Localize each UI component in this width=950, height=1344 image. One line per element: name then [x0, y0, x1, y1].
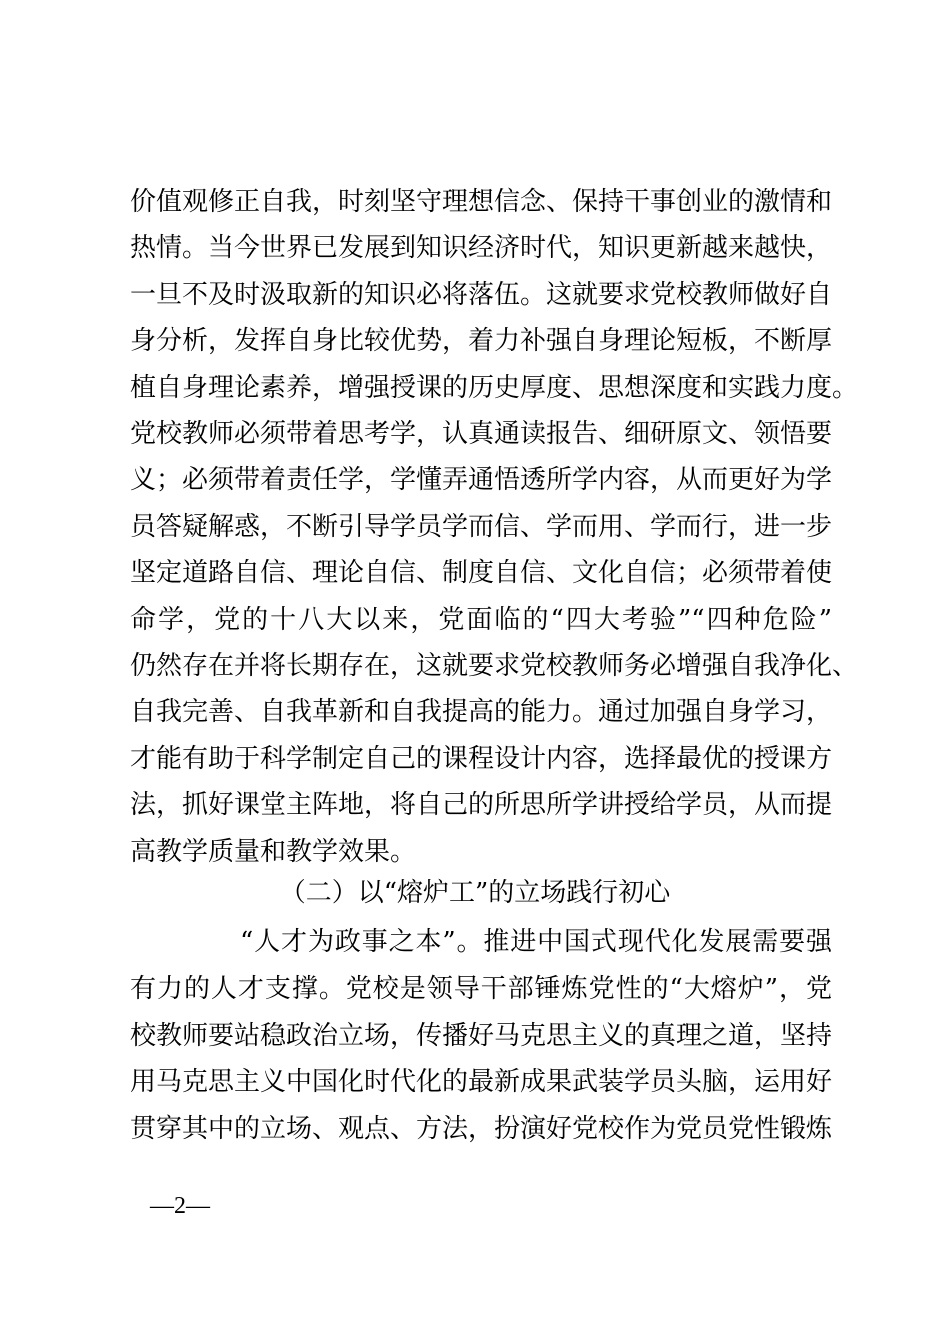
text-line: 坚定道路自信、理论自信、制度自信、文化自信；必须带着使 [130, 558, 833, 589]
text-line: 贯穿其中的立场、观点、方法，扮演好党校作为党员党性锻炼 [130, 1114, 833, 1145]
text-line: 才能有助于科学制定自己的课程设计内容，选择最优的授课方 [130, 743, 833, 774]
text-line: 员答疑解惑，不断引导学员学而信、学而用、学而行，进一步 [130, 511, 833, 542]
text-line: 命学，党的十八大以来，党面临的“四大考验”“四种危险” [130, 604, 832, 635]
text-line: “人才为政事之本”。推进中国式现代化发展需要强 [240, 927, 832, 957]
text-line: 自我完善、自我革新和自我提高的能力。通过加强自身学习， [130, 697, 833, 728]
text-line: 植自身理论素养，增强授课的历史厚度、思想深度和实践力度。 [130, 372, 859, 403]
text-line: 义；必须带着责任学，学懂弄通悟透所学内容，从而更好为学 [130, 465, 833, 496]
text-line: 有力的人才支撑。党校是领导干部锤炼党性的“大熔炉”，党 [130, 973, 832, 1004]
text-line: 一旦不及时汲取新的知识必将落伍。这就要求党校教师做好自 [130, 279, 833, 310]
text-line: 热情。当今世界已发展到知识经济时代，知识更新越来越快， [130, 233, 833, 264]
text-line: 高教学质量和教学效果。 [130, 836, 417, 867]
text-line: 身分析，发挥自身比较优势，着力补强自身理论短板，不断厚 [130, 326, 833, 357]
text-line: 党校教师必须带着思考学，认真通读报告、细研原文、领悟要 [130, 419, 833, 449]
text-line: 用马克思主义中国化时代化的最新成果武装学员头脑，运用好 [130, 1067, 833, 1098]
text-line: 仍然存在并将长期存在，这就要求党校教师务必增强自我净化、 [130, 651, 859, 681]
text-line: 校教师要站稳政治立场，传播好马克思主义的真理之道，坚持 [130, 1020, 833, 1051]
page-number: —2— [150, 1193, 210, 1219]
section-heading: （二）以“熔炉工”的立场践行初心 [279, 878, 671, 908]
text-line: 法，抓好课堂主阵地，将自己的所思所学讲授给学员，从而提 [130, 790, 833, 821]
text-line: 价值观修正自我，时刻坚守理想信念、保持干事创业的激情和 [130, 187, 833, 217]
